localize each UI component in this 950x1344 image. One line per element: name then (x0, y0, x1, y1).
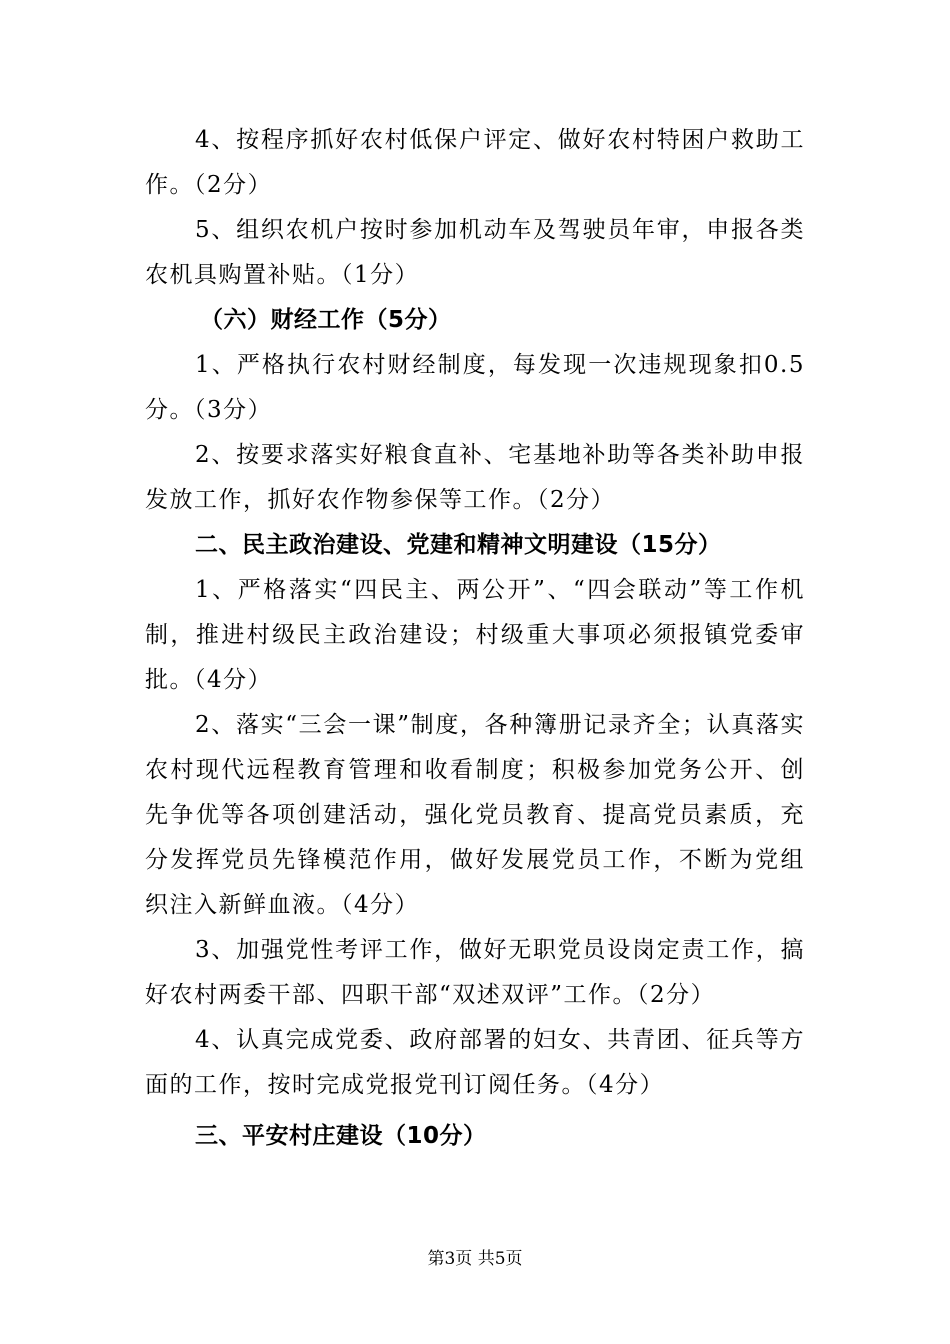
section-heading-democracy: 二、民主政治建设、党建和精神文明建设（15分） (195, 532, 722, 558)
paragraph-item-5-farm-machinery: 5、组织农机户按时参加机动车及驾驶员年审，申报各类农机具购置补贴。（1分） (145, 217, 805, 288)
paragraph-democracy-item-3: 3、加强党性考评工作，做好无职党员设岗定责工作，搞好农村两委干部、四职干部“双述双评”工作。（2分） (145, 937, 805, 1008)
document-body (145, 118, 805, 1159)
paragraph-democracy-item-2: 2、落实“三会一课”制度，各种簿册记录齐全；认真落实农村现代远程教育管理和收看制度；积极参加党务公开、创先争优等各项创建活动，强化党员教育、提高党员素质，充分发挥党员先锋模范作用，做好发展党员工作，不断为党组织注入新鲜血液。（4分） (145, 712, 805, 918)
paragraph-finance-item-1: 1、严格执行农村财经制度，每发现一次违规现象扣0.5分。（3分） (145, 352, 805, 423)
section-heading-safe-village: 三、平安村庄建设（10分） (195, 1123, 487, 1149)
section-heading-finance: （六）财经工作（5分） (200, 307, 452, 333)
page-number-footer: 第3页 共5页 (427, 1249, 523, 1269)
paragraph-democracy-item-4: 4、认真完成党委、政府部署的妇女、共青团、征兵等方面的工作，按时完成党报党刊订阅任务。（4分） (145, 1027, 805, 1098)
paragraph-finance-item-2: 2、按要求落实好粮食直补、宅基地补助等各类补助申报发放工作，抓好农作物参保等工作。（2分） (145, 442, 805, 513)
paragraph-item-4-low-income: 4、按程序抓好农村低保户评定、做好农村特困户救助工作。（2分） (145, 127, 805, 198)
paragraph-democracy-item-1: 1、严格落实“四民主、两公开”、“四会联动”等工作机制，推进村级民主政治建设；村级重大事项必须报镇党委审批。（4分） (145, 577, 805, 693)
